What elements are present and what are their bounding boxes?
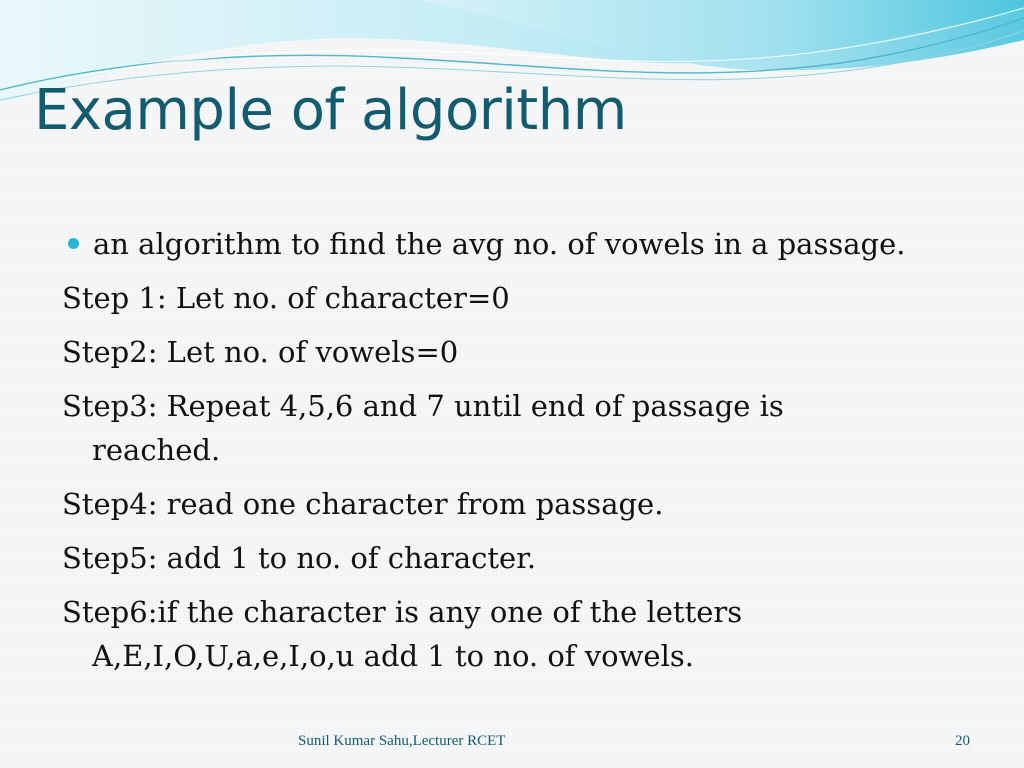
bullet-text: an algorithm to find the avg no. of vowels in a passage. [93, 227, 906, 261]
step-1: Step 1: Let no. of character=0 [62, 281, 510, 315]
step-3: Step3: Repeat 4,5,6 and 7 until end of passage is reached. [62, 389, 784, 467]
slide-title: Example of algorithm [34, 78, 627, 143]
slide-content [62, 222, 982, 688]
footer-author: Sunil Kumar Sahu,Lecturer RCET [298, 733, 506, 749]
step-4: Step4: read one character from passage. [62, 487, 664, 521]
page-number: 20 [955, 733, 970, 749]
step-5: Step5: add 1 to no. of character. [62, 541, 537, 575]
step-6: Step6:if the character is any one of the letters A,E,I,O,U,a,e,I,o,u add 1 to no. of vowels. [62, 595, 743, 673]
bullet-dot-icon [68, 238, 79, 249]
bullet-item [62, 222, 982, 266]
step-2: Step2: Let no. of vowels=0 [62, 335, 459, 369]
